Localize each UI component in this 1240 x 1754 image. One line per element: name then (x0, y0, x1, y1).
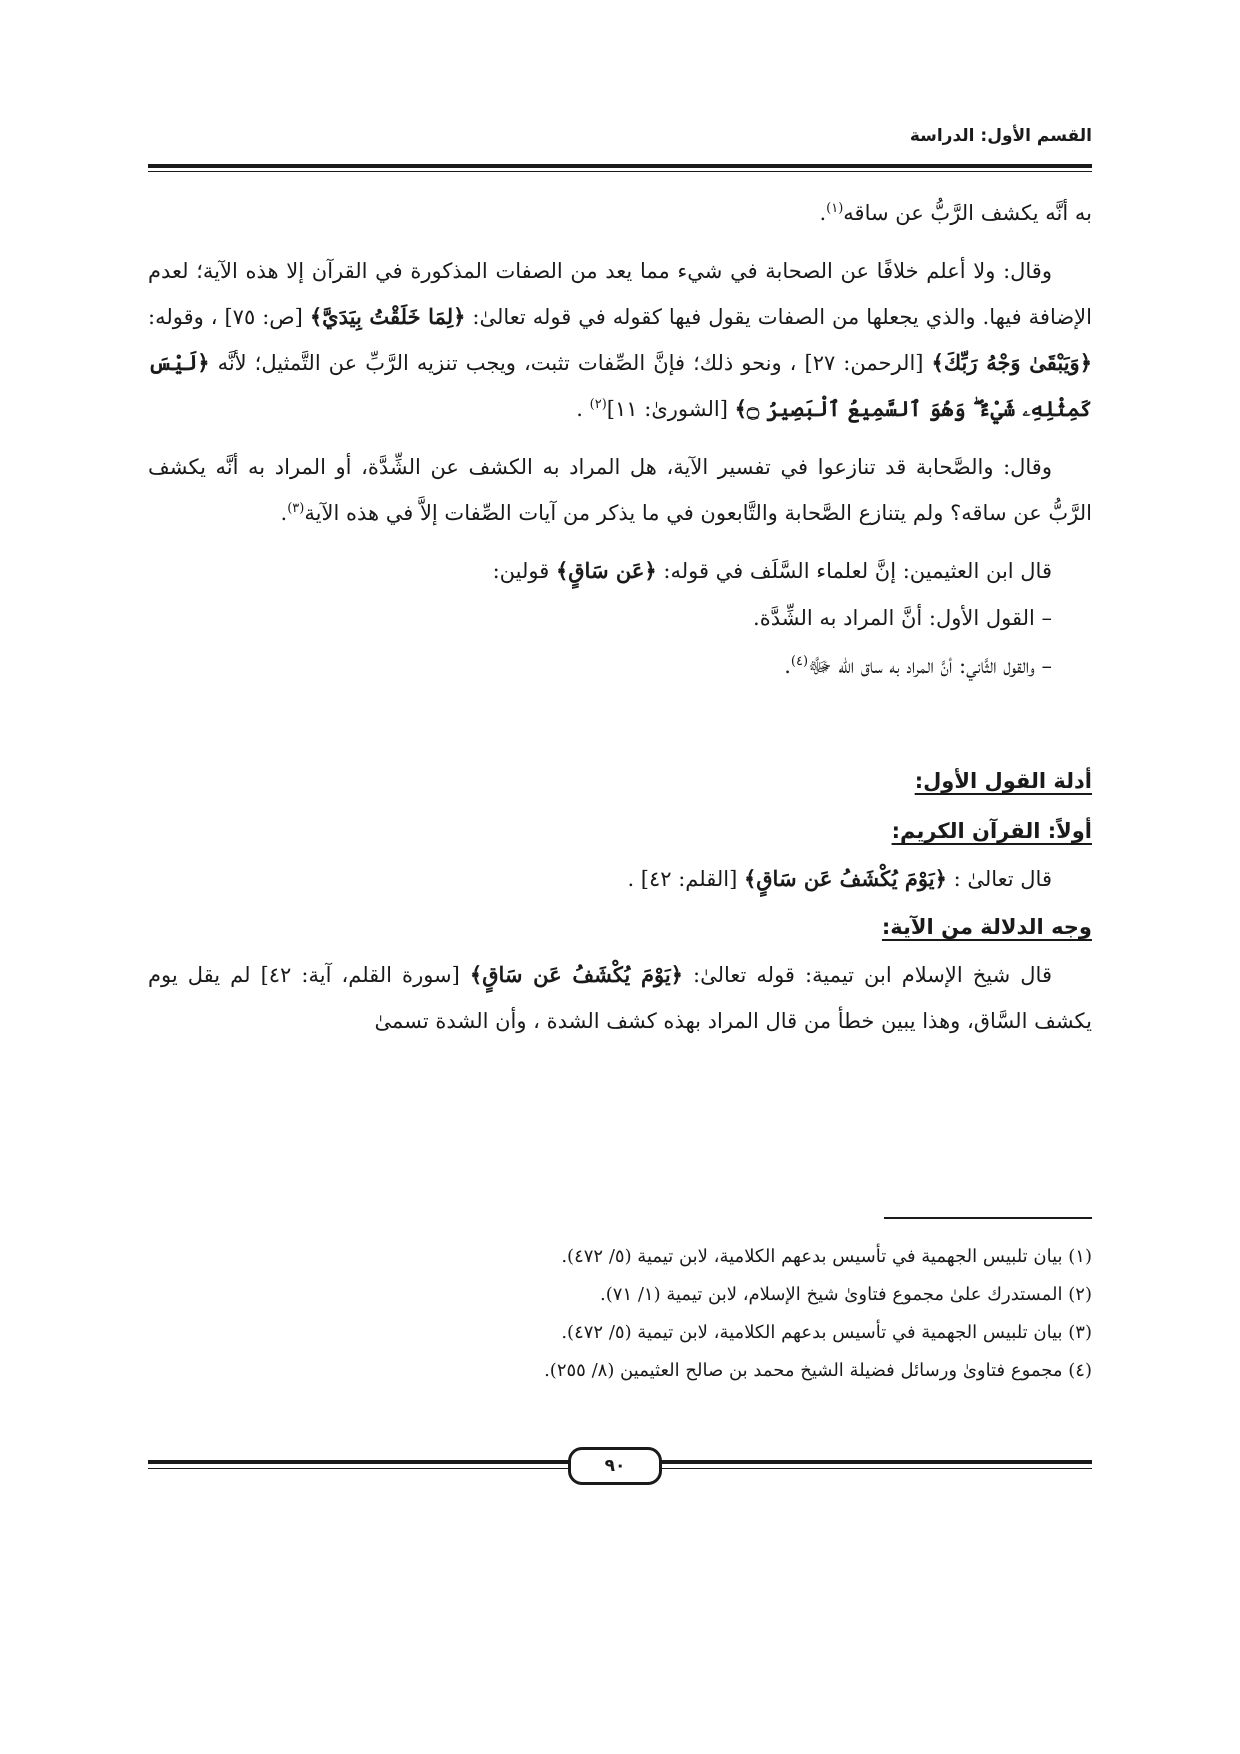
footnote-4: (٤) مجموع فتاوىٰ ورسائل فضيلة الشيخ محمد بن صالح العثيمين (٨/ ٢٥٥). (544, 1360, 1092, 1381)
header-rule-thick (148, 164, 1092, 168)
subsection-heading: وجه الدلالة من الآية: (881, 915, 1092, 939)
paragraph-4 (148, 548, 1092, 594)
quran-verse: ﴿عَن سَاقٍ﴾ (555, 558, 657, 583)
list-item: – والقول الثَّاني: أنَّ المراد به ساق الله ﷻ$^{(٤)}$. (784, 654, 1052, 678)
paragraph-2-text-d: [الشورىٰ: ١١] (606, 397, 735, 421)
paragraph-3 (148, 444, 1092, 536)
quran-verse: ﴿لَيْسَ كَمِثْلِهِۦ شَيْءٌ ۖ وَهُوَ ٱلسَّمِيعُ ٱلْبَصِيرُ ۝﴾ (148, 350, 1092, 421)
paragraph-4-text-b: قولين: (492, 559, 556, 583)
paragraph-1 (148, 190, 1092, 236)
footnotes (148, 1238, 1092, 1390)
list-item (148, 594, 1092, 642)
opinions-list (148, 594, 1092, 690)
paragraph-4-text-a: قال ابن العثيمين: إنَّ لعلماء السَّلَف في قوله: (656, 559, 1052, 583)
paragraph-2 (148, 248, 1092, 432)
section-heading: أدلة القول الأول: (914, 769, 1092, 793)
footnote-separator (884, 1217, 1092, 1219)
paragraph-2-text-b: [ص: ٧٥] ، وقوله: (148, 305, 310, 329)
paragraph-6 (148, 952, 1092, 1044)
paragraph-6-text-b: [سورة القلم، آية: ٤٢] لم يقل يوم يكشف السَّاق، وهذا يبين خطأ من قال المراد بهذه كشف الشدة ، وأن الشدة تسمىٰ (148, 963, 1092, 1033)
list-item-text: – القول الأول: أنَّ المراد به الشِّدَّة. (753, 606, 1052, 630)
quran-verse: ﴿يَوْمَ يُكْشَفُ عَن سَاقٍ﴾ (743, 866, 947, 891)
subsection-heading: أولاً: القرآن الكريم: (891, 819, 1092, 843)
paragraph-2-text-a: وقال: ولا أعلم خلافًا عن الصحابة في شيء مما يعد من الصفات المذكورة في القرآن إلا هذه الآية؛ لعدم الإضافة فيها. والذي يجعلها من الصفات يقول فيها كقوله في قوله تعالىٰ: (148, 259, 1092, 329)
footnote-ref-2[interactable]: (٢) (589, 397, 607, 412)
main-text (148, 190, 1092, 1056)
footnote-2: (٢) المستدرك علىٰ مجموع فتاوىٰ شيخ الإسلام، لابن تيمية (١/ ٧١). (600, 1284, 1092, 1305)
page-number: ٩٠ (568, 1447, 662, 1485)
section-gap (148, 690, 1092, 756)
paragraph-5 (148, 856, 1092, 902)
running-title: القسم الأول: الدراسة (909, 126, 1092, 146)
header-rule-thin (148, 171, 1092, 172)
paragraph-2-end: . (576, 397, 590, 421)
footnote-1: (١) بيان تلبيس الجهمية في تأسيس بدعهم الكلامية، لابن تيمية (٥/ ٤٧٢). (561, 1246, 1092, 1267)
quran-verse: ﴿يَوْمَ يُكْشَفُ عَن سَاقٍ﴾ (469, 962, 683, 987)
quran-verse: ﴿وَيَبْقَىٰ وَجْهُ رَبِّكَ﴾ (931, 350, 1092, 375)
footnote-ref-3[interactable]: (٣) (287, 501, 305, 516)
footnote-ref-4[interactable]: (٤) (790, 654, 809, 669)
footnote-ref-1[interactable]: (١) (826, 201, 844, 216)
paragraph-2-text-c: [الرحمن: ٢٧] ، ونحو ذلك؛ فإنَّ الصِّفات تثبت، ويجب تنزيه الرَّبِّ عن التَّمثيل؛ لأنَّه (209, 351, 932, 375)
paragraph-3-end: . (280, 501, 288, 525)
paragraph-5-text-a: قال تعالىٰ : (946, 867, 1052, 891)
footnote-3: (٣) بيان تلبيس الجهمية في تأسيس بدعهم الكلامية، لابن تيمية (٥/ ٤٧٢). (561, 1322, 1092, 1343)
paragraph-6-text-a: قال شيخ الإسلام ابن تيمية: قوله تعالىٰ: (682, 963, 1052, 987)
list-item-text: – والقول الثَّاني: أنَّ المراد به ساق الله ﷻ (808, 654, 1052, 678)
paragraph-3-text: وقال: والصَّحابة قد تنازعوا في تفسير الآية، هل المراد به الكشف عن الشِّدَّة، أو المراد به أنَّه يكشف الرَّبُّ عن ساقه؟ ولم يتنازع الصَّحابة والتَّابعون في ما يذكر من آيات الصِّفات إلاَّ في هذه الآية (148, 455, 1092, 525)
quran-verse: ﴿لِمَا خَلَقْتُ بِيَدَيَّ﴾ (309, 304, 466, 329)
paragraph-1-text: به أنَّه يكشف الرَّبُّ عن ساقه (843, 201, 1092, 225)
paragraph-1-end: . (819, 201, 827, 225)
paragraph-5-text-b: [القلم: ٤٢] . (627, 867, 744, 891)
